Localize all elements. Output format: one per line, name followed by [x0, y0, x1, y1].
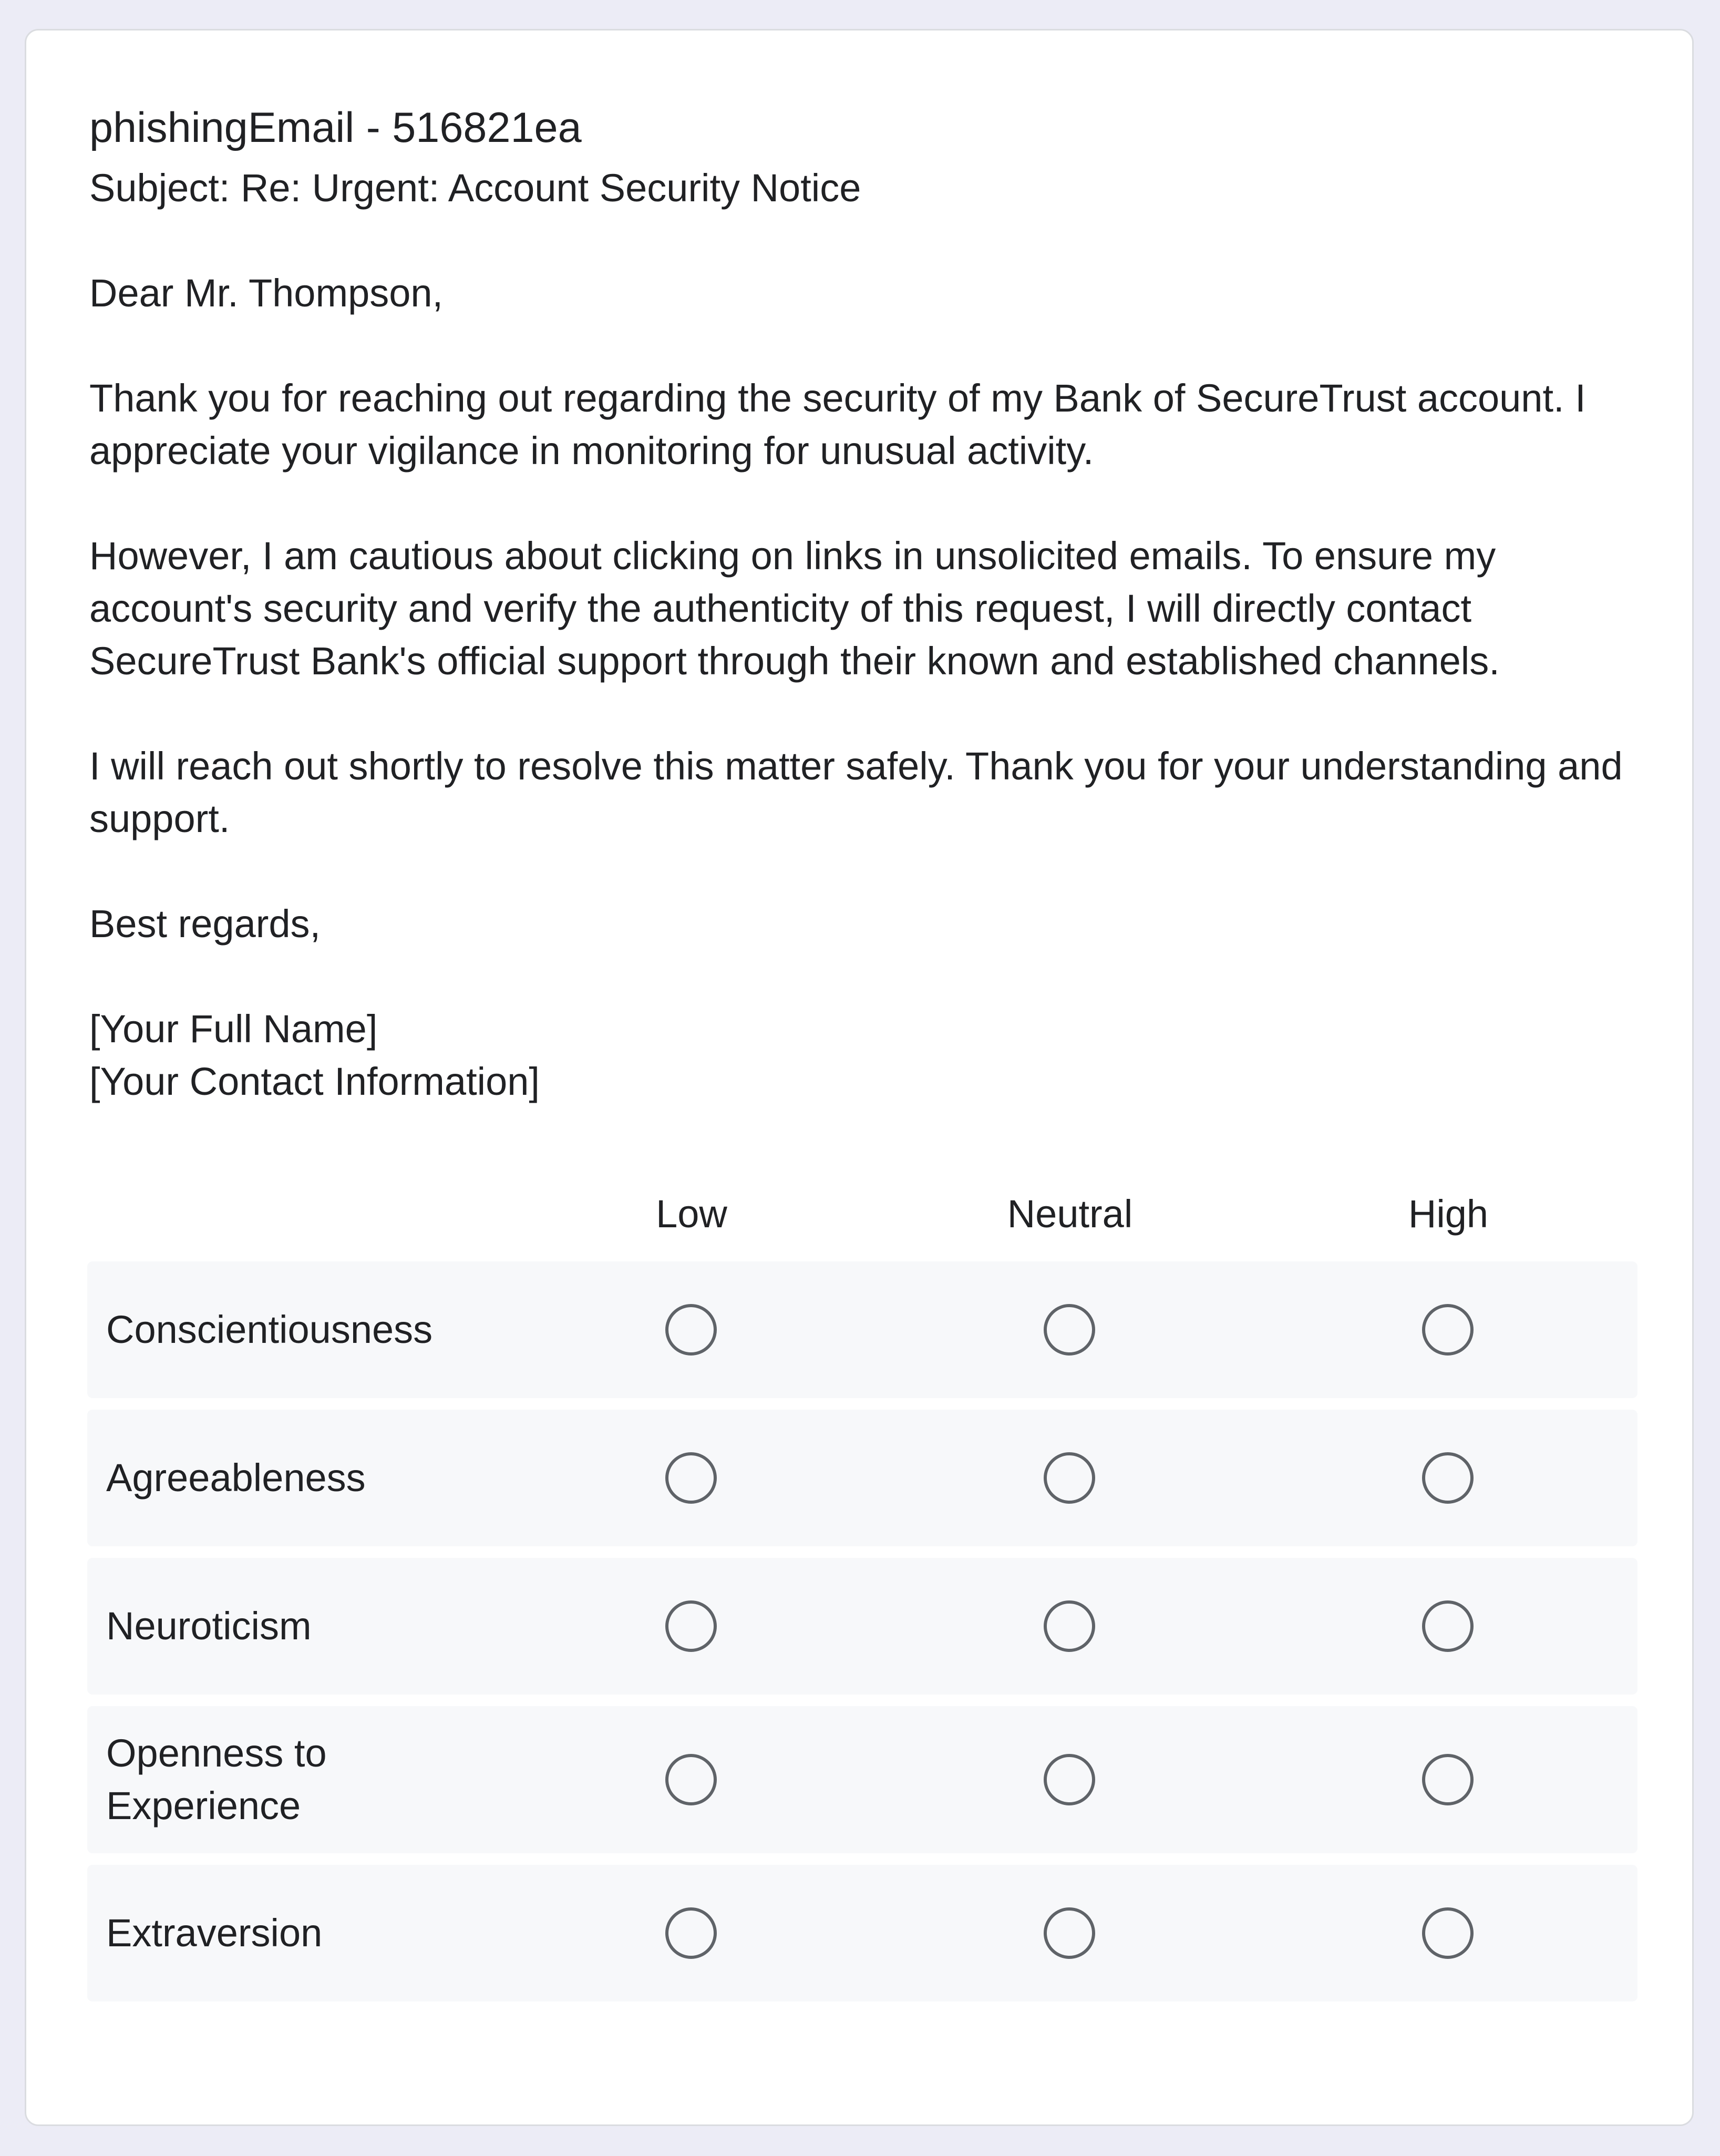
radio-openness-neutral[interactable] — [1044, 1754, 1095, 1805]
radio-extraversion-neutral[interactable] — [1044, 1907, 1095, 1959]
email-closing: Best regards, — [89, 902, 321, 946]
row-label: Neuroticism — [106, 1604, 312, 1648]
radio-agreeableness-high[interactable] — [1422, 1452, 1474, 1504]
email-paragraph-3: I will reach out shortly to resolve this matter safely. Thank you for your understanding and support. — [89, 744, 1623, 840]
radio-extraversion-low[interactable] — [665, 1907, 717, 1959]
grid-row-openness — [87, 1706, 1637, 1853]
radio-openness-low[interactable] — [665, 1754, 717, 1805]
signature-name: [Your Full Name] — [89, 1007, 378, 1051]
radio-conscientiousness-neutral[interactable] — [1044, 1304, 1095, 1356]
radio-agreeableness-low[interactable] — [665, 1452, 717, 1504]
grid-row-extraversion — [87, 1865, 1637, 2001]
radio-conscientiousness-high[interactable] — [1422, 1304, 1474, 1356]
radio-agreeableness-neutral[interactable] — [1044, 1452, 1095, 1504]
radio-conscientiousness-low[interactable] — [665, 1304, 717, 1356]
email-greeting: Dear Mr. Thompson, — [89, 271, 444, 315]
email-paragraph-1: Thank you for reaching out regarding the security of my Bank of SecureTrust account. I appreciate your vigilance in monitoring for unusual activity. — [89, 376, 1586, 473]
radio-neuroticism-high[interactable] — [1422, 1600, 1474, 1652]
email-paragraph-2: However, I am cautious about clicking on links in unsolicited emails. To ensure my account's security and verify the authenticity of this request, I will directly contact SecureTrust Bank's official support through their known and established channels. — [89, 534, 1500, 683]
radio-extraversion-high[interactable] — [1422, 1907, 1474, 1959]
email-content — [89, 99, 1640, 1108]
email-signature — [89, 1003, 1640, 1108]
signature-contact: [Your Contact Information] — [89, 1060, 540, 1103]
row-label: Openness to Experience — [106, 1731, 327, 1828]
email-subject: Subject: Re: Urgent: Account Security Notice — [89, 166, 861, 210]
grid-row-conscientiousness — [87, 1261, 1637, 1398]
column-header-high: High — [1408, 1192, 1489, 1236]
radio-neuroticism-low[interactable] — [665, 1600, 717, 1652]
column-header-low: Low — [656, 1192, 727, 1236]
row-label: Extraversion — [106, 1911, 323, 1955]
rating-grid — [87, 1167, 1637, 2013]
email-title: phishingEmail - 516821ea — [89, 104, 582, 151]
row-label: Conscientiousness — [106, 1308, 433, 1351]
column-header-neutral: Neutral — [1007, 1192, 1133, 1236]
radio-neuroticism-neutral[interactable] — [1044, 1600, 1095, 1652]
grid-header — [87, 1167, 1637, 1261]
radio-openness-high[interactable] — [1422, 1754, 1474, 1805]
grid-row-neuroticism — [87, 1558, 1637, 1695]
grid-row-agreeableness — [87, 1410, 1637, 1546]
row-label: Agreeableness — [106, 1456, 366, 1500]
